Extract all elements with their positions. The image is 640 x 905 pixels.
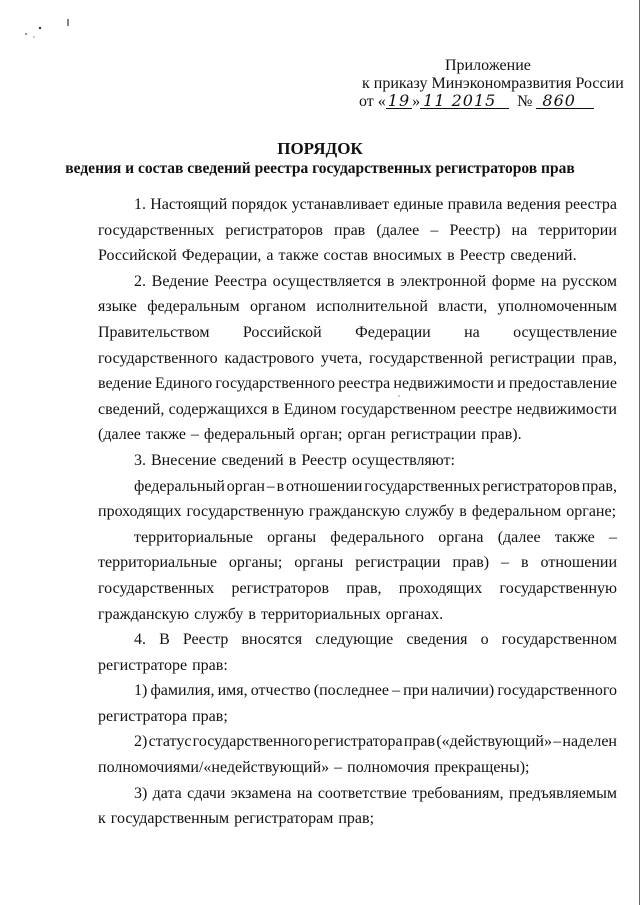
paragraph (98, 525, 617, 627)
paragraph-line: 3. Внесение сведений в Реестр осуществляют: (134, 451, 455, 469)
document-title: ПОРЯДОК (277, 139, 363, 158)
paragraph-line: государственных регистраторов прав, проходящих государственную (98, 579, 617, 597)
paragraph (98, 678, 617, 729)
annex-order-line: к приказу Минэкономразвития России (362, 75, 624, 92)
date-prefix: от « (359, 93, 386, 110)
paragraph-line: территориальные органы федерального органа (далее также – (134, 528, 617, 546)
paragraph-line: 1. Настоящий порядок устанавливает единые правила ведения реестра (134, 196, 617, 213)
paragraph (98, 269, 617, 448)
document-subtitle: ведения и состав сведений реестра государственных регистраторов прав (65, 160, 575, 177)
handwritten-number: 860 (536, 94, 594, 109)
paragraph-line: гражданскую службу в территориальных органах. (98, 605, 444, 623)
paragraph-line: 2) статус государственного регистратора прав («действующий» – наделен (134, 733, 617, 751)
paragraph-line: государственных регистраторов прав (далее – Реестр) на территории (98, 221, 617, 239)
paragraph-line: языке федеральным органом исполнительной власти, уполномоченным (98, 298, 617, 316)
document-heading (0, 139, 640, 178)
paragraph-line: 2. Ведение Реестра осуществляется в электронной форме на русском (134, 272, 617, 290)
paragraph-line: государственного кадастрового учета, государственной регистрации прав, (98, 349, 617, 367)
paragraph-line: 4. В Реестр вносятся следующие сведения о государственном (134, 631, 617, 649)
paragraph-line: полномочиями/«недействующий» – полномочия прекращены); (98, 759, 530, 777)
annex-header (355, 57, 624, 111)
paragraph (98, 781, 617, 832)
paragraph-line: 1) фамилия, имя, отчество (последнее – при наличии) государственного (134, 682, 617, 700)
handwritten-month-year: 11 2015 (420, 94, 509, 109)
paragraph-line: федеральный орган – в отношении государственных регистраторов прав, (134, 477, 617, 495)
paragraph-line: проходящих государственную гражданскую службу в федеральном органе; (98, 503, 617, 521)
number-label: № (517, 93, 533, 110)
paragraph-line: 3) дата сдачи экзамена на соответствие требованиям, предъявляемым (134, 784, 617, 802)
paragraph (98, 474, 617, 525)
handwritten-day: 19 (387, 91, 411, 110)
document-body (98, 192, 617, 832)
paragraph-line: регистратора прав; (98, 707, 228, 725)
paragraph-line: к государственным регистраторам прав; (98, 810, 375, 828)
paragraph-line: ведение Единого государственного реестра недвижимости и предоставление (98, 375, 617, 393)
date-separator: » (412, 93, 421, 110)
paragraph (98, 729, 617, 780)
paragraph-line: Российской Федерации, а также состав вносимых в Реестр сведений. (98, 247, 577, 265)
annex-title: Приложение (445, 57, 531, 74)
annex-date-line (355, 93, 617, 111)
paragraph (98, 448, 617, 474)
paragraph-line: Правительством Российской Федерации на осуществление (98, 323, 617, 341)
paragraph-line: территориальные органы; органы регистрации прав) – в отношении (98, 554, 617, 572)
paragraph-line: (далее также – федеральный орган; орган регистрации прав). (98, 426, 522, 444)
paragraph (98, 627, 617, 678)
paragraph (98, 192, 617, 269)
paragraph-line: сведений, содержащихся в Едином государственном реестре недвижимости (98, 400, 617, 418)
paragraph-line: регистраторе прав: (98, 656, 228, 674)
